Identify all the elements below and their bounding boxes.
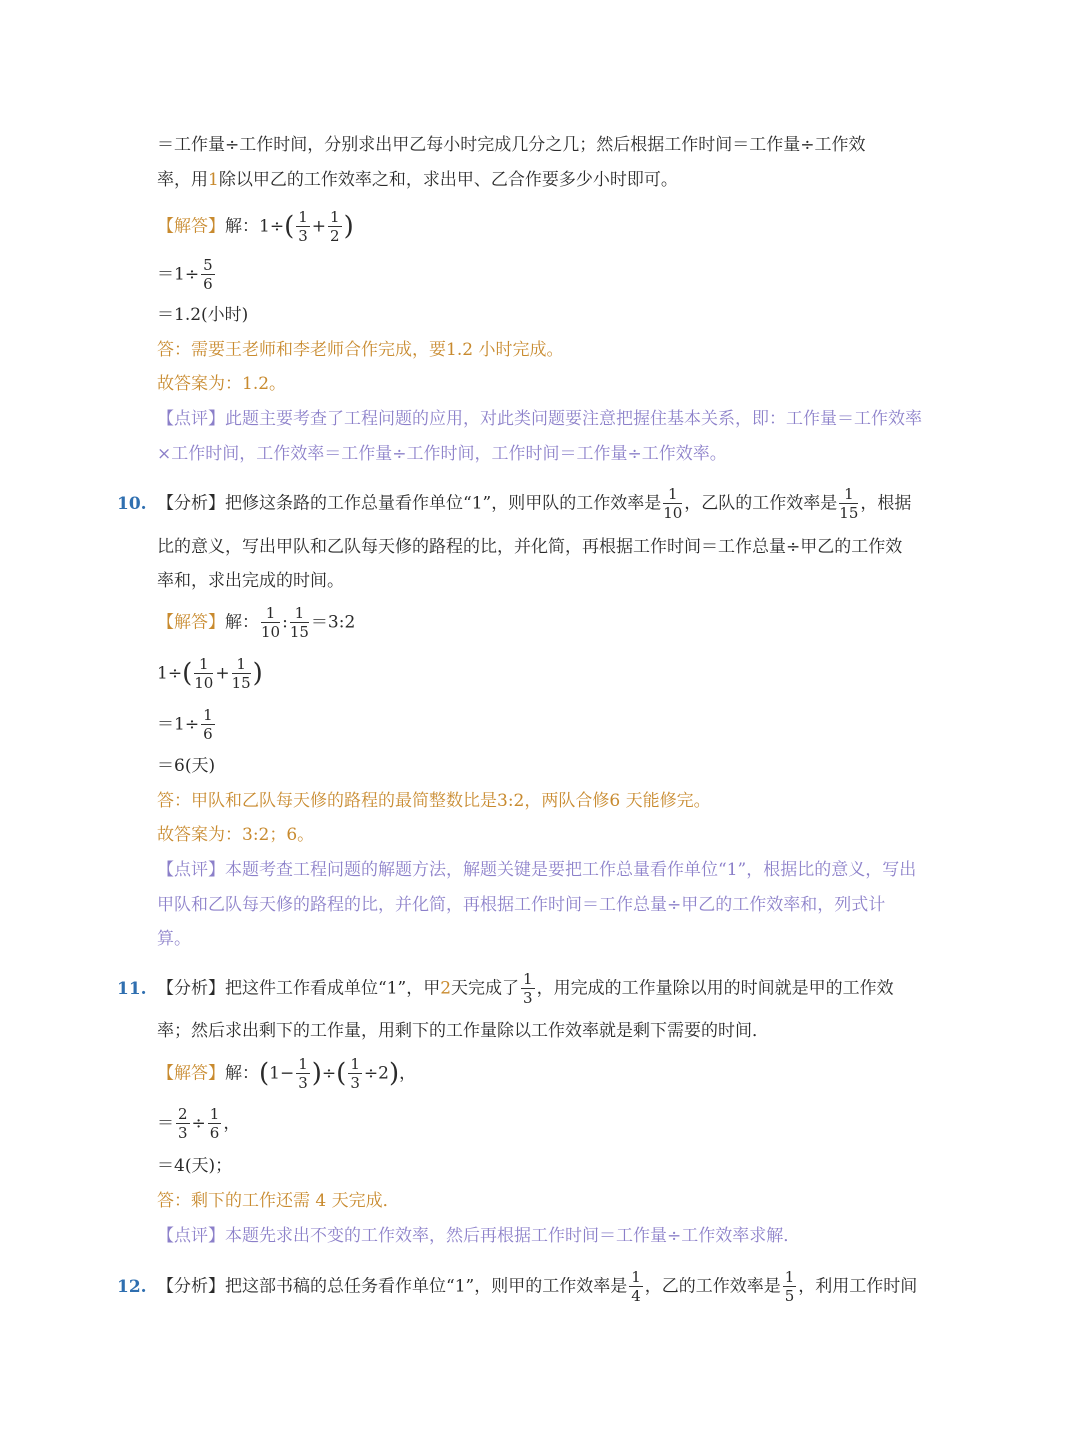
p9-line1: ＝工作量÷工作时间，分别求出甲乙每小时完成几分之几；然后根据工作时间＝工作量÷工作效 bbox=[157, 135, 866, 155]
problem-number-11: 11. bbox=[117, 979, 147, 999]
p9-solution-2: ＝1÷ $\frac{5}{6}$ bbox=[157, 256, 213, 293]
p9-fill-answer: 故答案为：1.2。 bbox=[157, 374, 287, 394]
p10-fill-answer: 故答案为：3:2；6。 bbox=[157, 825, 315, 845]
p9-solution-3: ＝1.2(小时) bbox=[157, 305, 249, 325]
p12-analysis-1: 【分析】把这部书稿的总任务看作单位“1”，则甲的工作效率是 $\frac{1}{4}$ ，乙的工作效率是 $\frac{1}{5}$ ，利用工作时间 bbox=[157, 1268, 918, 1305]
p11-solution-1: 【解答】解：(1− $\frac{1}{3}$ )÷( $\frac{1}{3}$ ÷2)， bbox=[157, 1055, 417, 1092]
p10-solution-4: ＝6(天) bbox=[157, 756, 216, 776]
p10-analysis-1: 【分析】把修这条路的工作总量看作单位“1”，则甲队的工作效率是 $\frac{1}{10}$ ，乙队的工作效率是 $\frac{1}{15}$ ，根据 bbox=[157, 485, 912, 522]
problem-number-10: 10. bbox=[117, 494, 147, 514]
p10-answer: 答：甲队和乙队每天修的路程的最简整数比是3:2，两队合修6 天能修完。 bbox=[157, 791, 711, 811]
p9-comment-1: 【点评】此题主要考查了工程问题的应用，对此类问题要注意把握住基本关系，即：工作量＝工作效率 bbox=[157, 409, 922, 429]
p9-line2: 率，用1除以甲乙的工作效率之和，求出甲、乙合作要多少小时即可。 bbox=[157, 170, 678, 190]
p10-solution-1: 【解答】解： $\frac{1}{10}$ : $\frac{1}{15}$ ＝3:2 bbox=[157, 604, 356, 641]
p9-comment-2: ×工作时间，工作效率＝工作量÷工作时间，工作时间＝工作量÷工作效率。 bbox=[157, 444, 727, 464]
p10-comment-2: 甲队和乙队每天修的路程的比，并化简，再根据工作时间＝工作总量÷甲乙的工作效率和，列式计 bbox=[157, 895, 886, 915]
p11-analysis-2: 率；然后求出剩下的工作量，用剩下的工作量除以工作效率就是剩下需要的时间． bbox=[157, 1021, 769, 1041]
p11-answer: 答：剩下的工作还需 4 天完成． bbox=[157, 1191, 400, 1211]
p10-comment-3: 算。 bbox=[157, 929, 191, 949]
p11-solution-2: ＝ $\frac{2}{3}$ ÷ $\frac{1}{6}$ ， bbox=[157, 1105, 241, 1142]
problem-number-12: 12. bbox=[117, 1277, 147, 1297]
p10-comment-1: 【点评】本题考查工程问题的解题方法，解题关键是要把工作总量看作单位“1”，根据比的意义，写出 bbox=[157, 860, 917, 880]
p11-analysis-1: 【分析】把这件工作看成单位“1”，甲2天完成了 $\frac{1}{3}$ ，用完成的工作量除以用的时间就是甲的工作效 bbox=[157, 970, 894, 1007]
p11-solution-3: ＝4(天)； bbox=[157, 1156, 233, 1176]
p9-answer: 答：需要王老师和李老师合作完成，要1.2 小时完成。 bbox=[157, 340, 564, 360]
p10-solution-2: 1÷( $\frac{1}{10}$ + $\frac{1}{15}$ ) bbox=[157, 655, 263, 692]
p9-solution-1: 【解答】解：1÷( $\frac{1}{3}$ + $\frac{1}{2}$ ) bbox=[157, 208, 354, 245]
p11-comment-1: 【点评】本题先求出不变的工作效率，然后再根据工作时间＝工作量÷工作效率求解． bbox=[157, 1226, 801, 1246]
p10-analysis-3: 率和，求出完成的时间。 bbox=[157, 571, 344, 591]
p10-analysis-2: 比的意义，写出甲队和乙队每天修的路程的比，并化简，再根据工作时间＝工作总量÷甲乙的工作效 bbox=[157, 537, 903, 557]
p10-solution-3: ＝1÷ $\frac{1}{6}$ bbox=[157, 706, 213, 743]
